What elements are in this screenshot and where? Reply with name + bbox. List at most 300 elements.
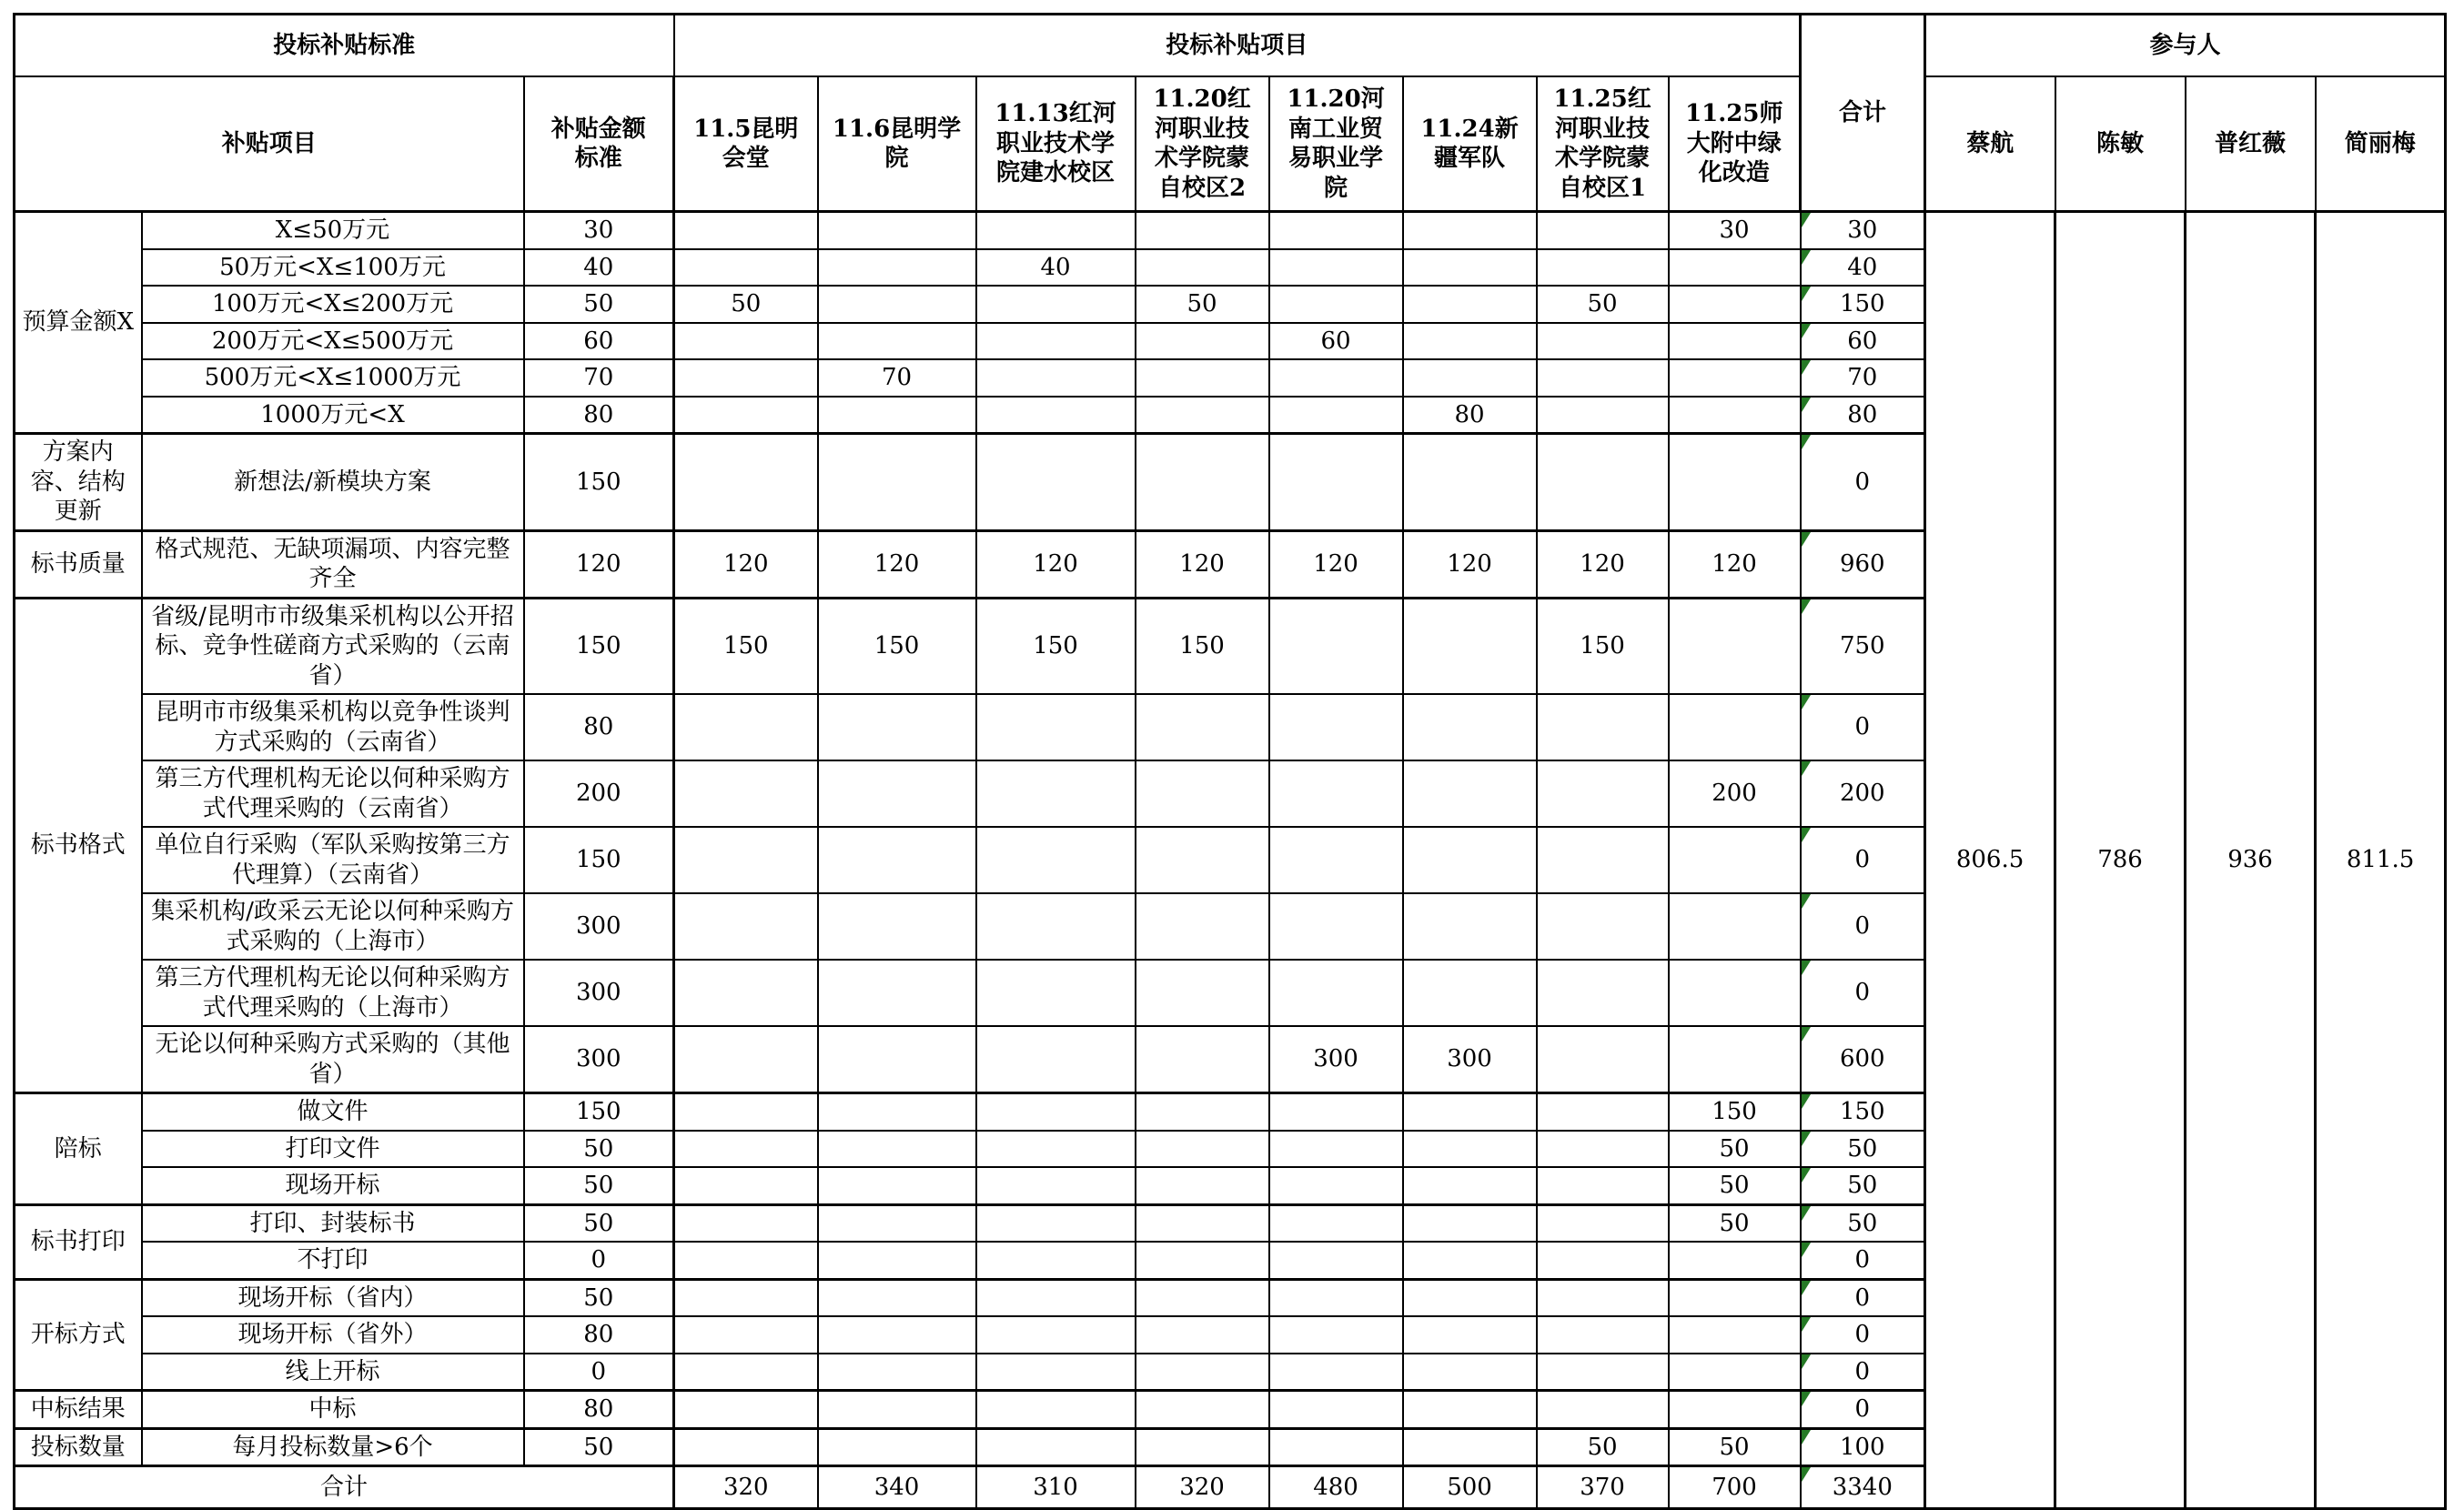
- amount-standard-cell: 30: [524, 212, 674, 249]
- project-value-cell: [1403, 1428, 1537, 1466]
- project-value-cell: [674, 1026, 818, 1093]
- amount-standard-cell: 50: [524, 1131, 674, 1168]
- project-value-cell: [674, 1391, 818, 1429]
- amount-standard-cell: 150: [524, 598, 674, 694]
- project-value-cell: [674, 893, 818, 960]
- header-subsidy-projects: 投标补贴项目: [674, 15, 1801, 77]
- project-value-cell: [1136, 1093, 1269, 1131]
- project-value-cell: [976, 286, 1136, 323]
- project-value-cell: [1669, 1279, 1801, 1316]
- project-value-cell: [818, 249, 976, 287]
- amount-standard-cell: 120: [524, 530, 674, 598]
- project-value-cell: [976, 1316, 1136, 1354]
- row-total-cell: 60: [1801, 323, 1925, 360]
- project-value-cell: 120: [674, 530, 818, 598]
- footer-column-total-cell: 310: [976, 1466, 1136, 1509]
- project-value-cell: [976, 1204, 1136, 1242]
- subsidy-item-cell: 不打印: [142, 1242, 524, 1279]
- project-value-cell: [1537, 249, 1669, 287]
- row-total-cell: 40: [1801, 249, 1925, 287]
- project-value-cell: [1537, 359, 1669, 397]
- project-value-cell: [674, 1167, 818, 1204]
- group-label-cell: 陪标: [15, 1093, 142, 1205]
- project-value-cell: [1269, 212, 1403, 249]
- header-project-4: 11.20红河职业技术学院蒙自校区2: [1136, 76, 1269, 212]
- row-total-cell: 200: [1801, 760, 1925, 827]
- project-value-cell: 120: [1136, 530, 1269, 598]
- project-value-cell: 120: [1669, 530, 1801, 598]
- project-value-cell: [1136, 1279, 1269, 1316]
- participant-total-cell: 786: [2055, 212, 2186, 1509]
- project-value-cell: [818, 1279, 976, 1316]
- project-value-cell: [1136, 1167, 1269, 1204]
- project-value-cell: 300: [1403, 1026, 1537, 1093]
- subsidy-item-cell: 第三方代理机构无论以何种采购方式代理采购的（上海市）: [142, 960, 524, 1026]
- project-value-cell: [976, 960, 1136, 1026]
- amount-standard-cell: 150: [524, 434, 674, 531]
- row-total-cell: 50: [1801, 1204, 1925, 1242]
- subsidy-item-cell: 打印文件: [142, 1131, 524, 1168]
- project-value-cell: 150: [1537, 598, 1669, 694]
- project-value-cell: [976, 212, 1136, 249]
- amount-standard-cell: 200: [524, 760, 674, 827]
- project-value-cell: [818, 1354, 976, 1391]
- project-value-cell: [818, 397, 976, 434]
- project-value-cell: [1537, 1131, 1669, 1168]
- project-value-cell: [976, 1167, 1136, 1204]
- row-total-cell: 70: [1801, 359, 1925, 397]
- project-value-cell: [1269, 397, 1403, 434]
- project-value-cell: [1537, 893, 1669, 960]
- project-value-cell: [1269, 1391, 1403, 1429]
- subsidy-item-cell: 单位自行采购（军队采购按第三方代理算）（云南省）: [142, 827, 524, 893]
- footer-column-total-cell: 480: [1269, 1466, 1403, 1509]
- project-value-cell: 150: [818, 598, 976, 694]
- header-subsidy-item: 补贴项目: [15, 76, 524, 212]
- row-total-cell: 50: [1801, 1167, 1925, 1204]
- project-value-cell: [1403, 1093, 1537, 1131]
- project-value-cell: [1537, 434, 1669, 531]
- project-value-cell: [674, 1279, 818, 1316]
- project-value-cell: [1403, 434, 1537, 531]
- footer-column-total-cell: 320: [1136, 1466, 1269, 1509]
- project-value-cell: [976, 397, 1136, 434]
- group-label-cell: 标书打印: [15, 1204, 142, 1279]
- project-value-cell: 40: [976, 249, 1136, 287]
- subsidy-sheet: [13, 13, 2444, 1510]
- participant-total-cell: 811.5: [2316, 212, 2446, 1509]
- project-value-cell: [674, 1204, 818, 1242]
- project-value-cell: [1269, 893, 1403, 960]
- project-value-cell: [1403, 286, 1537, 323]
- project-value-cell: [1669, 960, 1801, 1026]
- project-value-cell: [976, 434, 1136, 531]
- header-project-5: 11.20河南工业贸易职业学院: [1269, 76, 1403, 212]
- project-value-cell: [1669, 1354, 1801, 1391]
- amount-standard-cell: 70: [524, 359, 674, 397]
- amount-standard-cell: 80: [524, 694, 674, 760]
- project-value-cell: [1669, 359, 1801, 397]
- project-value-cell: [1136, 323, 1269, 360]
- group-label-cell: 中标结果: [15, 1391, 142, 1429]
- group-label-cell: 方案内容、结构更新: [15, 434, 142, 531]
- project-value-cell: [1403, 1204, 1537, 1242]
- row-total-cell: 0: [1801, 960, 1925, 1026]
- project-value-cell: [1136, 397, 1269, 434]
- table-body: [15, 212, 2446, 1509]
- project-value-cell: [1669, 434, 1801, 531]
- amount-standard-cell: 50: [524, 1428, 674, 1466]
- header-project-8: 11.25师大附中绿化改造: [1669, 76, 1801, 212]
- subsidy-item-cell: 无论以何种采购方式采购的（其他省）: [142, 1026, 524, 1093]
- project-value-cell: 150: [674, 598, 818, 694]
- project-value-cell: [1136, 893, 1269, 960]
- subsidy-item-cell: 100万元<X≤200万元: [142, 286, 524, 323]
- header-participant-3: 普红薇: [2186, 76, 2316, 212]
- project-value-cell: [976, 694, 1136, 760]
- amount-standard-cell: 40: [524, 249, 674, 287]
- subsidy-item-cell: 1000万元<X: [142, 397, 524, 434]
- project-value-cell: 50: [1669, 1428, 1801, 1466]
- footer-column-total-cell: 500: [1403, 1466, 1537, 1509]
- amount-standard-cell: 150: [524, 1093, 674, 1131]
- project-value-cell: [818, 1167, 976, 1204]
- project-value-cell: [976, 1242, 1136, 1279]
- project-value-cell: 200: [1669, 760, 1801, 827]
- project-value-cell: [1669, 1242, 1801, 1279]
- project-value-cell: [1269, 1093, 1403, 1131]
- project-value-cell: [1537, 1316, 1669, 1354]
- project-value-cell: [1537, 1093, 1669, 1131]
- project-value-cell: [818, 1204, 976, 1242]
- project-value-cell: [1669, 286, 1801, 323]
- table-header: [15, 15, 2446, 212]
- group-label-cell: 投标数量: [15, 1428, 142, 1466]
- project-value-cell: [1136, 359, 1269, 397]
- project-value-cell: 50: [1669, 1204, 1801, 1242]
- project-value-cell: [674, 397, 818, 434]
- project-value-cell: [1403, 1279, 1537, 1316]
- project-value-cell: [674, 1316, 818, 1354]
- project-value-cell: [674, 1242, 818, 1279]
- project-value-cell: [674, 1428, 818, 1466]
- row-total-cell: 0: [1801, 1242, 1925, 1279]
- project-value-cell: [818, 1093, 976, 1131]
- project-value-cell: [976, 1131, 1136, 1168]
- project-value-cell: [818, 893, 976, 960]
- project-value-cell: [976, 1354, 1136, 1391]
- project-value-cell: [1537, 397, 1669, 434]
- amount-standard-cell: 50: [524, 1204, 674, 1242]
- project-value-cell: [1403, 598, 1537, 694]
- footer-grand-total-cell: 3340: [1801, 1466, 1925, 1509]
- project-value-cell: [1136, 1131, 1269, 1168]
- project-value-cell: [1403, 1167, 1537, 1204]
- project-value-cell: [1269, 249, 1403, 287]
- project-value-cell: [1136, 1204, 1269, 1242]
- project-value-cell: [1537, 212, 1669, 249]
- subsidy-item-cell: 现场开标（省内）: [142, 1279, 524, 1316]
- project-value-cell: [1269, 1354, 1403, 1391]
- project-value-cell: [1403, 1391, 1537, 1429]
- header-project-2: 11.6昆明学院: [818, 76, 976, 212]
- project-value-cell: [1669, 694, 1801, 760]
- row-total-cell: 0: [1801, 893, 1925, 960]
- project-value-cell: [818, 827, 976, 893]
- project-value-cell: [1269, 1279, 1403, 1316]
- project-value-cell: [1269, 827, 1403, 893]
- amount-standard-cell: 60: [524, 323, 674, 360]
- project-value-cell: 80: [1403, 397, 1537, 434]
- amount-standard-cell: 0: [524, 1354, 674, 1391]
- project-value-cell: [1403, 960, 1537, 1026]
- header-subsidy-amount-standard: 补贴金额标准: [524, 76, 674, 212]
- row-total-cell: 30: [1801, 212, 1925, 249]
- participant-total-cell: 806.5: [1925, 212, 2055, 1509]
- subsidy-item-cell: 200万元<X≤500万元: [142, 323, 524, 360]
- project-value-cell: [1537, 960, 1669, 1026]
- amount-standard-cell: 300: [524, 960, 674, 1026]
- group-label-cell: 开标方式: [15, 1279, 142, 1391]
- project-value-cell: [1136, 249, 1269, 287]
- project-value-cell: [1403, 1131, 1537, 1168]
- group-label-cell: 标书格式: [15, 598, 142, 1093]
- project-value-cell: [1136, 1428, 1269, 1466]
- project-value-cell: 150: [1669, 1093, 1801, 1131]
- header-project-7: 11.25红河职业技术学院蒙自校区1: [1537, 76, 1669, 212]
- subsidy-item-cell: 第三方代理机构无论以何种采购方式代理采购的（云南省）: [142, 760, 524, 827]
- project-value-cell: [1136, 760, 1269, 827]
- project-value-cell: [1403, 1242, 1537, 1279]
- subsidy-item-cell: X≤50万元: [142, 212, 524, 249]
- row-total-cell: 100: [1801, 1428, 1925, 1466]
- project-value-cell: 150: [976, 598, 1136, 694]
- subsidy-item-cell: 格式规范、无缺项漏项、内容完整齐全: [142, 530, 524, 598]
- project-value-cell: [818, 1026, 976, 1093]
- project-value-cell: [674, 249, 818, 287]
- project-value-cell: 50: [1669, 1131, 1801, 1168]
- footer-total-label: 合计: [15, 1466, 674, 1509]
- project-value-cell: [1403, 1316, 1537, 1354]
- project-value-cell: 300: [1269, 1026, 1403, 1093]
- project-value-cell: [976, 359, 1136, 397]
- project-value-cell: [1403, 893, 1537, 960]
- project-value-cell: [1136, 827, 1269, 893]
- project-value-cell: [1403, 212, 1537, 249]
- footer-column-total-cell: 340: [818, 1466, 976, 1509]
- amount-standard-cell: 300: [524, 1026, 674, 1093]
- header-total-column: 合计: [1801, 15, 1925, 212]
- project-value-cell: 120: [1269, 530, 1403, 598]
- project-value-cell: [1403, 760, 1537, 827]
- project-value-cell: [674, 212, 818, 249]
- project-value-cell: [1403, 694, 1537, 760]
- project-value-cell: [1537, 1242, 1669, 1279]
- project-value-cell: [1269, 1167, 1403, 1204]
- footer-column-total-cell: 700: [1669, 1466, 1801, 1509]
- amount-standard-cell: 80: [524, 397, 674, 434]
- table-row: [15, 212, 2446, 249]
- project-value-cell: [674, 323, 818, 360]
- project-value-cell: [1269, 1204, 1403, 1242]
- project-value-cell: [818, 1428, 976, 1466]
- row-total-cell: 0: [1801, 434, 1925, 531]
- subsidy-table: [13, 13, 2447, 1510]
- project-value-cell: [674, 760, 818, 827]
- project-value-cell: [976, 323, 1136, 360]
- project-value-cell: [674, 359, 818, 397]
- project-value-cell: [674, 434, 818, 531]
- project-value-cell: [818, 694, 976, 760]
- subsidy-item-cell: 线上开标: [142, 1354, 524, 1391]
- project-value-cell: [1269, 1242, 1403, 1279]
- project-value-cell: [1669, 1391, 1801, 1429]
- project-value-cell: [674, 1131, 818, 1168]
- project-value-cell: [1269, 598, 1403, 694]
- amount-standard-cell: 50: [524, 1167, 674, 1204]
- project-value-cell: [1269, 960, 1403, 1026]
- project-value-cell: [1136, 212, 1269, 249]
- project-value-cell: [1669, 827, 1801, 893]
- header-participants: 参与人: [1925, 15, 2446, 77]
- amount-standard-cell: 300: [524, 893, 674, 960]
- project-value-cell: [976, 827, 1136, 893]
- row-total-cell: 0: [1801, 1316, 1925, 1354]
- subsidy-item-cell: 50万元<X≤100万元: [142, 249, 524, 287]
- project-value-cell: 150: [1136, 598, 1269, 694]
- row-total-cell: 0: [1801, 827, 1925, 893]
- project-value-cell: [1403, 827, 1537, 893]
- project-value-cell: [818, 286, 976, 323]
- group-label-cell: 标书质量: [15, 530, 142, 598]
- project-value-cell: 50: [1669, 1167, 1801, 1204]
- row-total-cell: 0: [1801, 1391, 1925, 1429]
- project-value-cell: [818, 212, 976, 249]
- footer-column-total-cell: 320: [674, 1466, 818, 1509]
- project-value-cell: [1136, 1026, 1269, 1093]
- project-value-cell: 120: [818, 530, 976, 598]
- project-value-cell: [1537, 827, 1669, 893]
- project-value-cell: [1403, 249, 1537, 287]
- project-value-cell: 120: [976, 530, 1136, 598]
- subsidy-item-cell: 每月投标数量>6个: [142, 1428, 524, 1466]
- project-value-cell: [976, 1093, 1136, 1131]
- project-value-cell: [1136, 1391, 1269, 1429]
- project-value-cell: [818, 1316, 976, 1354]
- project-value-cell: [1537, 1279, 1669, 1316]
- row-total-cell: 150: [1801, 286, 1925, 323]
- project-value-cell: [1136, 694, 1269, 760]
- header-project-1: 11.5昆明会堂: [674, 76, 818, 212]
- subsidy-item-cell: 500万元<X≤1000万元: [142, 359, 524, 397]
- subsidy-item-cell: 中标: [142, 1391, 524, 1429]
- project-value-cell: [1269, 1428, 1403, 1466]
- project-value-cell: [1669, 323, 1801, 360]
- project-value-cell: [976, 1279, 1136, 1316]
- project-value-cell: [1537, 1354, 1669, 1391]
- project-value-cell: [818, 760, 976, 827]
- amount-standard-cell: 80: [524, 1391, 674, 1429]
- project-value-cell: 60: [1269, 323, 1403, 360]
- project-value-cell: [674, 827, 818, 893]
- project-value-cell: [1136, 434, 1269, 531]
- project-value-cell: [1269, 1316, 1403, 1354]
- project-value-cell: [1537, 323, 1669, 360]
- project-value-cell: 50: [1136, 286, 1269, 323]
- project-value-cell: 70: [818, 359, 976, 397]
- header-project-6: 11.24新疆军队: [1403, 76, 1537, 212]
- project-value-cell: [1537, 1204, 1669, 1242]
- project-value-cell: [1669, 249, 1801, 287]
- project-value-cell: [1269, 359, 1403, 397]
- subsidy-item-cell: 省级/昆明市市级集采机构以公开招标、竞争性磋商方式采购的（云南省）: [142, 598, 524, 694]
- project-value-cell: [674, 694, 818, 760]
- amount-standard-cell: 80: [524, 1316, 674, 1354]
- row-total-cell: 0: [1801, 1354, 1925, 1391]
- group-label-cell: 预算金额X: [15, 212, 142, 434]
- subsidy-item-cell: 做文件: [142, 1093, 524, 1131]
- project-value-cell: [818, 434, 976, 531]
- row-total-cell: 600: [1801, 1026, 1925, 1093]
- header-participant-4: 简丽梅: [2316, 76, 2446, 212]
- project-value-cell: [1269, 1131, 1403, 1168]
- subsidy-item-cell: 集采机构/政采云无论以何种采购方式采购的（上海市）: [142, 893, 524, 960]
- project-value-cell: 50: [674, 286, 818, 323]
- row-total-cell: 50: [1801, 1131, 1925, 1168]
- project-value-cell: 120: [1537, 530, 1669, 598]
- amount-standard-cell: 50: [524, 1279, 674, 1316]
- project-value-cell: [1269, 694, 1403, 760]
- project-value-cell: [818, 1242, 976, 1279]
- project-value-cell: [1136, 1316, 1269, 1354]
- project-value-cell: [818, 1131, 976, 1168]
- project-value-cell: [1669, 893, 1801, 960]
- project-value-cell: [1269, 286, 1403, 323]
- row-total-cell: 150: [1801, 1093, 1925, 1131]
- row-total-cell: 0: [1801, 694, 1925, 760]
- amount-standard-cell: 150: [524, 827, 674, 893]
- project-value-cell: [1537, 1391, 1669, 1429]
- project-value-cell: [674, 1354, 818, 1391]
- project-value-cell: [674, 1093, 818, 1131]
- amount-standard-cell: 50: [524, 286, 674, 323]
- row-total-cell: 0: [1801, 1279, 1925, 1316]
- project-value-cell: 30: [1669, 212, 1801, 249]
- project-value-cell: [1537, 760, 1669, 827]
- project-value-cell: [1136, 1354, 1269, 1391]
- project-value-cell: [1403, 1354, 1537, 1391]
- project-value-cell: [976, 893, 1136, 960]
- amount-standard-cell: 0: [524, 1242, 674, 1279]
- row-total-cell: 80: [1801, 397, 1925, 434]
- project-value-cell: [1136, 1242, 1269, 1279]
- project-value-cell: [976, 1428, 1136, 1466]
- project-value-cell: [1537, 1026, 1669, 1093]
- project-value-cell: [1537, 1167, 1669, 1204]
- project-value-cell: [818, 960, 976, 1026]
- row-total-cell: 750: [1801, 598, 1925, 694]
- subsidy-item-cell: 现场开标（省外）: [142, 1316, 524, 1354]
- project-value-cell: [976, 1026, 1136, 1093]
- project-value-cell: [674, 960, 818, 1026]
- project-value-cell: [1136, 960, 1269, 1026]
- project-value-cell: [1669, 1026, 1801, 1093]
- project-value-cell: [1537, 694, 1669, 760]
- subsidy-item-cell: 打印、封装标书: [142, 1204, 524, 1242]
- project-value-cell: [1269, 760, 1403, 827]
- project-value-cell: [818, 323, 976, 360]
- project-value-cell: 120: [1403, 530, 1537, 598]
